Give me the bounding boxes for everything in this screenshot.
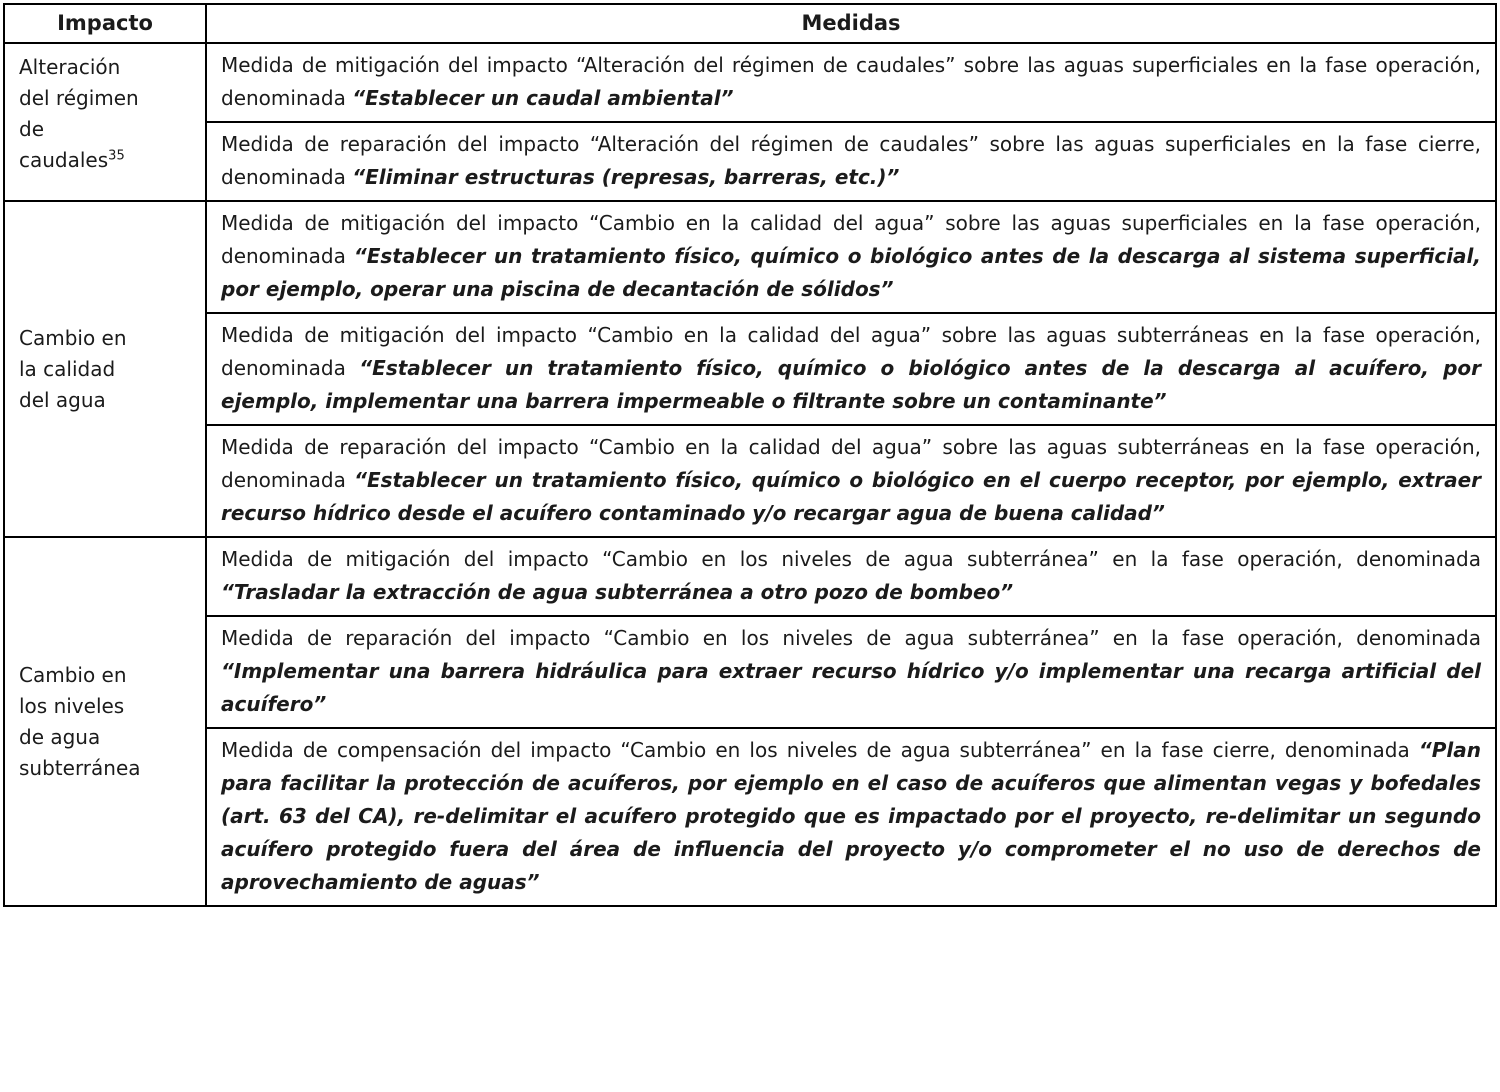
impact-label: [19, 52, 145, 176]
header-row: [4, 4, 1496, 43]
table-header-medidas: Medidas: [206, 4, 1496, 43]
measure-description: Medida de mitigación del impacto “Cambio en la calidad del agua” sobre las aguas subterráneas en la fase operación, denominada: [221, 323, 1481, 380]
table-row: [4, 425, 1496, 537]
measure-name-emphasis: “Establecer un tratamiento físico, químico o biológico antes de la descarga al sistema superficial, por ejemplo, operar una piscina de decantación de sólidos”: [221, 244, 1482, 301]
table-row: [4, 313, 1496, 425]
table-row: [4, 728, 1496, 906]
measure-name-emphasis: “Trasladar la extracción de agua subterránea a otro pozo de bombeo”: [221, 580, 1014, 604]
measure-description: Medida de reparación del impacto “Alteración del régimen de caudales” sobre las aguas superficiales en la fase cierre, denominada: [221, 132, 1481, 189]
measure-cell: [206, 43, 1496, 122]
impact-cell: [4, 201, 206, 537]
measure-name-emphasis: “Establecer un tratamiento físico, químico o biológico en el cuerpo receptor, por ejemplo, extraer recurso hídrico desde el acuífero contaminado y/o recargar agua de buena calidad”: [221, 468, 1482, 525]
impact-cell: [4, 537, 206, 906]
measure-description: Medida de mitigación del impacto “Cambio en la calidad del agua” sobre las aguas superficiales en la fase operación, denominada: [221, 211, 1481, 268]
measure-cell: [206, 425, 1496, 537]
measure-description: Medida de mitigación del impacto “Alteración del régimen de caudales” sobre las aguas superficiales en la fase operación, denominada: [221, 53, 1481, 110]
measure-description: Medida de reparación del impacto “Cambio en la calidad del agua” sobre las aguas subterráneas en la fase operación, denominada: [221, 435, 1481, 492]
measure-name-emphasis: “Implementar una barrera hidráulica para extraer recurso hídrico y/o implementar una recarga artificial del acuífero”: [221, 659, 1481, 716]
measure-cell: [206, 728, 1496, 906]
impact-label-text: Alteración del régimen de caudales: [19, 55, 139, 172]
table-row: [4, 616, 1496, 728]
measure-name-emphasis: “Establecer un tratamiento físico, químico o biológico antes de la descarga al acuífero, por ejemplo, implementar una barrera impermeable o filtrante sobre un contaminante”: [221, 356, 1481, 413]
measure-name-emphasis: “Establecer un caudal ambiental”: [352, 86, 734, 110]
impact-label: [19, 323, 145, 416]
table-row: [4, 122, 1496, 201]
table-header-impacto: Impacto: [4, 4, 206, 43]
measure-description: Medida de compensación del impacto “Cambio en los niveles de agua subterránea” en la fase cierre, denominada: [221, 738, 1419, 762]
impact-measures-table: [3, 3, 1497, 907]
measure-cell: [206, 122, 1496, 201]
impact-label: [19, 660, 145, 784]
measure-cell: [206, 201, 1496, 313]
measure-name-emphasis: “Eliminar estructuras (represas, barreras, etc.)”: [352, 165, 900, 189]
measure-cell: [206, 537, 1496, 616]
measure-cell: [206, 313, 1496, 425]
table-row: [4, 201, 1496, 313]
impact-cell: [4, 43, 206, 201]
measure-description: Medida de reparación del impacto “Cambio en los niveles de agua subterránea” en la fase operación, denominada: [221, 626, 1481, 650]
table-row: [4, 537, 1496, 616]
impact-label-text: Cambio en la calidad del agua: [19, 325, 127, 412]
impact-label-text: Cambio en los niveles de agua subterránea: [19, 662, 141, 780]
measure-cell: [206, 616, 1496, 728]
table-body: [4, 43, 1496, 906]
measure-name-emphasis: “Plan para facilitar la protección de acuíferos, por ejemplo en el caso de acuíferos que alimentan vegas y bofedales (art. 63 del CA), re-delimitar el acuífero protegido que es impactado por el proyecto, re-delimitar un segundo acuífero protegido fuera del área de influencia del proyecto y/o comprometer el no uso de derechos de aprovechamiento de aguas”: [221, 738, 1481, 894]
measure-description: Medida de mitigación del impacto “Cambio en los niveles de agua subterránea” en la fase operación, denominada: [221, 547, 1481, 571]
footnote-superscript: 35: [108, 148, 125, 164]
table-row: [4, 43, 1496, 122]
